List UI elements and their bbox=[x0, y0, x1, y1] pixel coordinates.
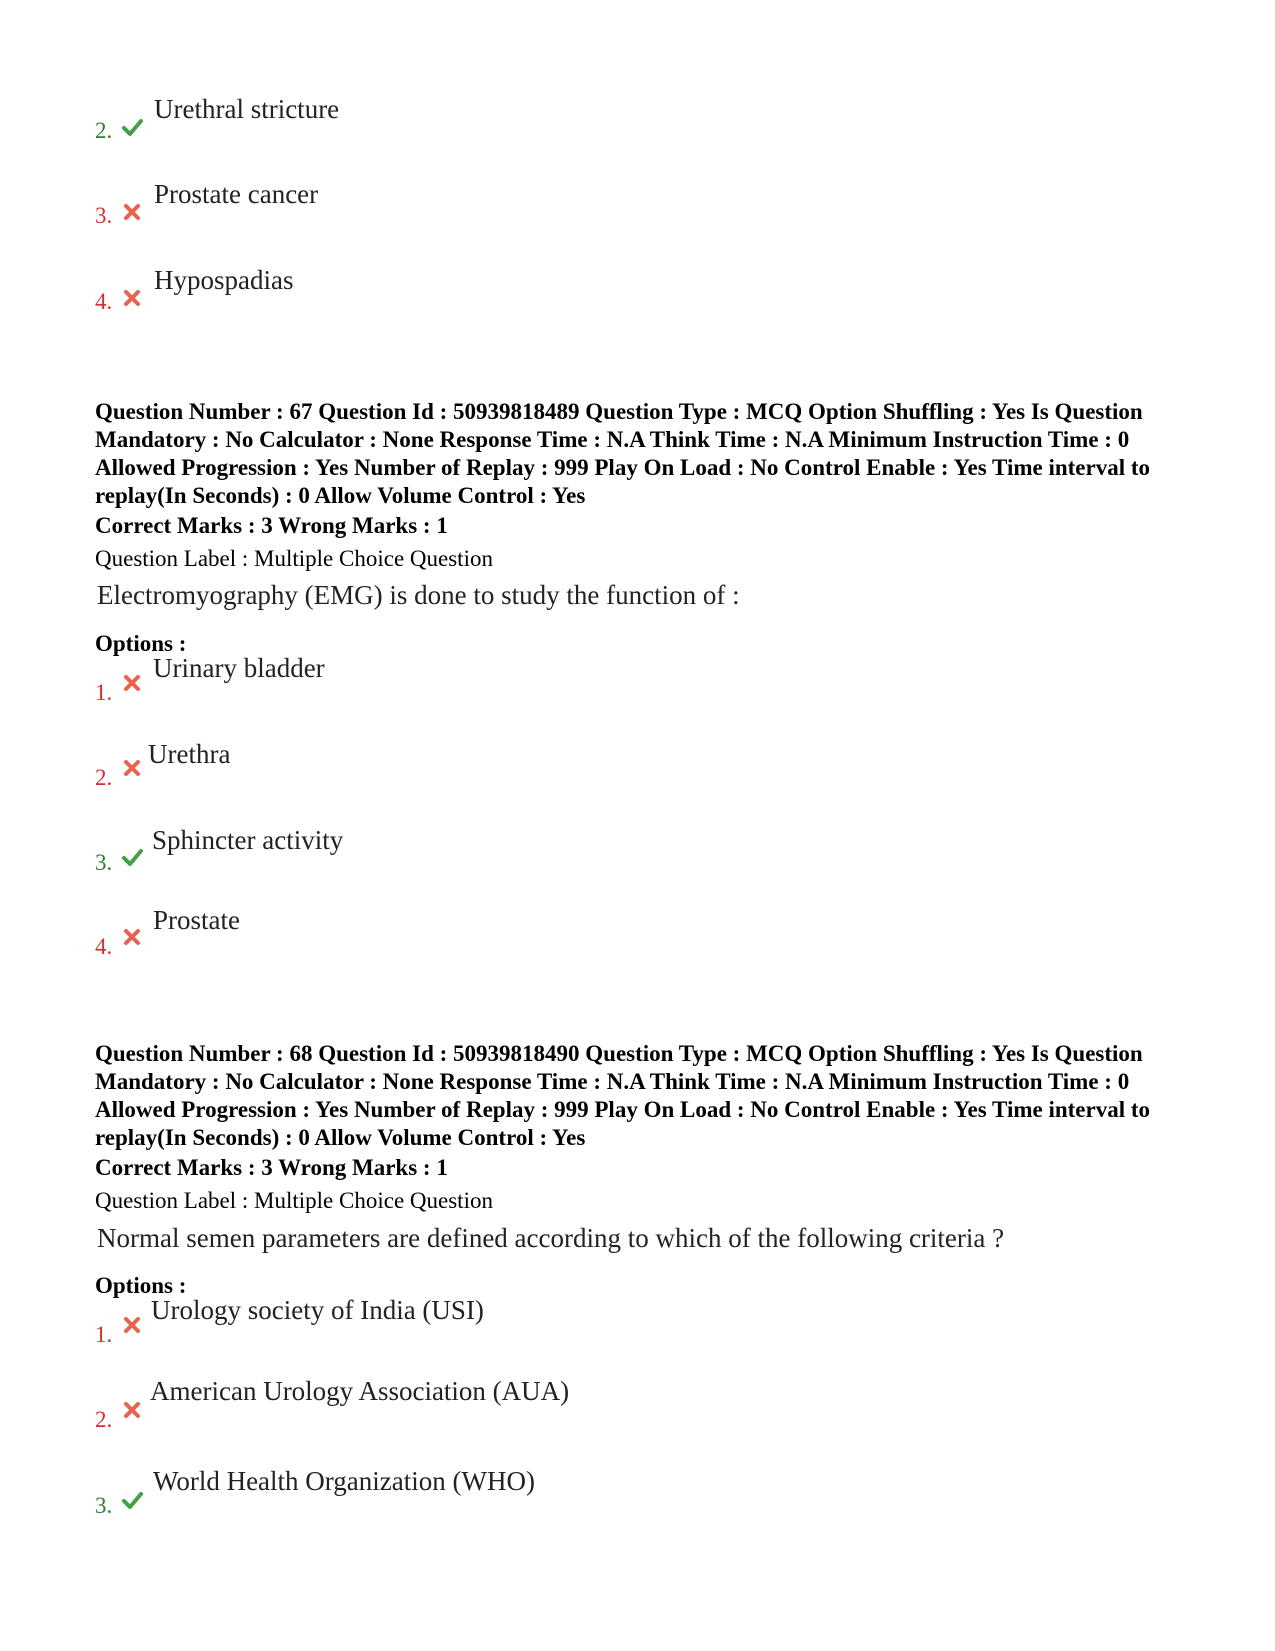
option-text: Urology society of India (USI) bbox=[151, 1295, 484, 1325]
option-text: Prostate bbox=[153, 905, 240, 935]
cross-icon bbox=[121, 672, 143, 694]
option-text: Hypospadias bbox=[154, 265, 294, 295]
option-item bbox=[0, 824, 1275, 894]
option-number: 2. bbox=[95, 118, 113, 143]
option-number: 3. bbox=[95, 1493, 113, 1518]
cross-icon bbox=[121, 1399, 143, 1421]
question-marks: Correct Marks : 3 Wrong Marks : 1 bbox=[95, 1155, 448, 1180]
check-icon bbox=[121, 1489, 143, 1511]
option-item bbox=[0, 739, 1275, 809]
option-text: Sphincter activity bbox=[152, 825, 344, 855]
question-metadata: Question Number : 67 Question Id : 50939818489 Question Type : MCQ Option Shuffling : Yes Is Question Mandatory : No Calculator : None Response Time : N.A Think Time : N.A Minimum Instruction Time : 0 Allowed Progression : Yes Number of Replay : 999 Play On Load : No Control Enable : Yes Time interval to replay(In Seconds) : 0 Allow Volume Control : Yes bbox=[95, 399, 1151, 508]
cross-icon bbox=[121, 926, 143, 948]
option-number: 1. bbox=[95, 1322, 113, 1347]
option-item bbox=[0, 177, 1275, 247]
check-icon bbox=[121, 846, 143, 868]
option-number: 3. bbox=[95, 203, 113, 228]
check-icon bbox=[121, 116, 143, 138]
option-text: Urethra bbox=[148, 739, 231, 769]
option-text: World Health Organization (WHO) bbox=[153, 1466, 535, 1496]
question-text: Normal semen parameters are defined according to which of the following criteria ? bbox=[97, 1223, 1005, 1253]
cross-icon bbox=[121, 201, 143, 223]
option-text: American Urology Association (AUA) bbox=[150, 1376, 570, 1406]
option-number: 1. bbox=[95, 680, 113, 705]
option-item bbox=[0, 1467, 1275, 1537]
question-metadata: Question Number : 68 Question Id : 50939818490 Question Type : MCQ Option Shuffling : Yes Is Question Mandatory : No Calculator : None Response Time : N.A Think Time : N.A Minimum Instruction Time : 0 Allowed Progression : Yes Number of Replay : 999 Play On Load : No Control Enable : Yes Time interval to replay(In Seconds) : 0 Allow Volume Control : Yes bbox=[95, 1041, 1151, 1150]
option-item bbox=[0, 905, 1275, 978]
option-number: 4. bbox=[95, 289, 113, 314]
option-number: 3. bbox=[95, 850, 113, 875]
option-text: Prostate cancer bbox=[154, 179, 319, 209]
option-number: 4. bbox=[95, 934, 113, 959]
option-item bbox=[0, 92, 1275, 162]
option-text: Urinary bladder bbox=[153, 653, 325, 683]
option-number: 2. bbox=[95, 1407, 113, 1432]
option-item bbox=[0, 1296, 1275, 1366]
cross-icon bbox=[121, 757, 143, 779]
cross-icon bbox=[121, 1314, 143, 1336]
question-label: Question Label : Multiple Choice Question bbox=[95, 546, 493, 571]
option-item bbox=[0, 654, 1275, 724]
option-item bbox=[0, 1376, 1275, 1451]
option-number: 2. bbox=[95, 765, 113, 790]
option-item bbox=[0, 263, 1275, 333]
question-label: Question Label : Multiple Choice Question bbox=[95, 1188, 493, 1213]
question-marks: Correct Marks : 3 Wrong Marks : 1 bbox=[95, 513, 448, 538]
question-text: Electromyography (EMG) is done to study the function of : bbox=[97, 580, 740, 610]
options-heading: Options : bbox=[95, 631, 187, 656]
options-heading: Options : bbox=[95, 1273, 187, 1298]
option-text: Urethral stricture bbox=[154, 94, 340, 124]
cross-icon bbox=[121, 287, 143, 309]
